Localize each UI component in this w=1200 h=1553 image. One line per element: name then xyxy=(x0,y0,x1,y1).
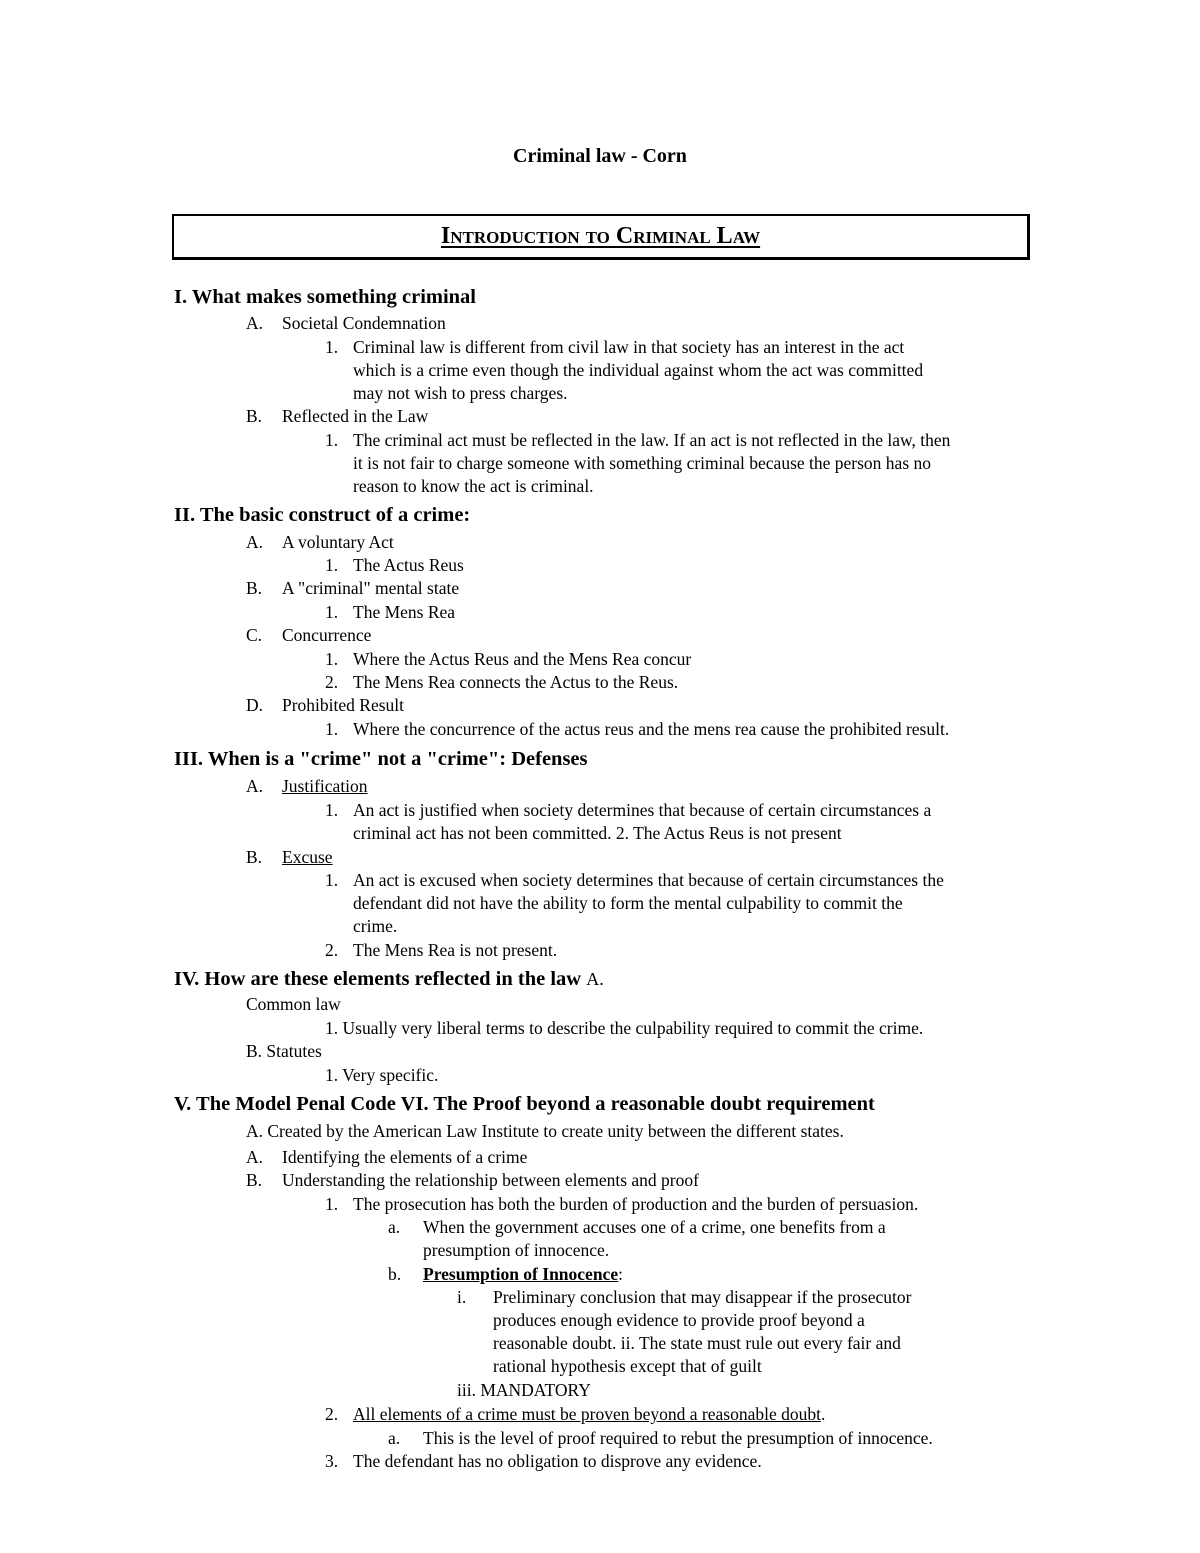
section-heading: I. What makes something criminal xyxy=(174,286,477,308)
list-marker: 2. xyxy=(325,672,339,692)
list-item xyxy=(423,1263,623,1285)
list-item: B. Statutes xyxy=(246,1041,322,1061)
list-item: Prohibited Result xyxy=(282,695,405,715)
list-item: A "criminal" mental state xyxy=(282,578,460,598)
list-item: The Actus Reus xyxy=(353,555,464,575)
list-item-line: defendant did not have the ability to form the mental culpability to commit the xyxy=(353,893,903,913)
list-item: The Mens Rea connects the Actus to the Reus. xyxy=(353,672,679,692)
list-item: 1. Very specific. xyxy=(325,1065,439,1085)
list-marker: i. xyxy=(457,1287,467,1307)
list-item xyxy=(353,1403,825,1425)
list-item-line: presumption of innocence. xyxy=(423,1240,610,1260)
list-marker: A. xyxy=(246,532,264,552)
list-item: Excuse xyxy=(282,847,333,867)
list-item-line: criminal act has not been committed. 2. The Actus Reus is not present xyxy=(353,823,842,843)
list-item-line: produces enough evidence to provide proof beyond a xyxy=(493,1310,865,1330)
list-marker: 1. xyxy=(325,337,339,357)
list-item-line: reasonable doubt. ii. The state must rule out every fair and xyxy=(493,1333,901,1353)
list-marker: 1. xyxy=(325,602,339,622)
list-item-line: it is not fair to charge someone with something criminal because the person has no xyxy=(353,453,932,473)
list-item: Societal Condemnation xyxy=(282,313,446,333)
list-marker: a. xyxy=(388,1428,401,1448)
list-item: Justification xyxy=(282,776,368,796)
list-marker: 2. xyxy=(325,940,339,960)
list-item: The defendant has no obligation to disprove any evidence. xyxy=(353,1451,762,1471)
list-item: Common law xyxy=(246,994,341,1014)
list-item-line: An act is justified when society determines that because of certain circumstances a xyxy=(353,800,932,820)
list-item-line: When the government accuses one of a crime, one benefits from a xyxy=(423,1217,886,1237)
list-item: The prosecution has both the burden of production and the burden of persuasion. xyxy=(353,1194,919,1214)
list-marker: a. xyxy=(388,1217,401,1237)
section-heading: II. The basic construct of a crime: xyxy=(174,504,471,526)
list-item: A. Created by the American Law Institute to create unity between the different states. xyxy=(246,1121,844,1141)
punctuation: : xyxy=(618,1264,623,1284)
list-item: Reflected in the Law xyxy=(282,406,429,426)
list-item: Concurrence xyxy=(282,625,372,645)
list-marker: D. xyxy=(246,695,264,715)
list-item: Where the Actus Reus and the Mens Rea concur xyxy=(353,649,692,669)
list-marker: B. xyxy=(246,578,263,598)
list-marker: A. xyxy=(246,313,264,333)
section-heading-text: IV. How are these elements reflected in the law xyxy=(174,968,582,990)
list-item: The Mens Rea xyxy=(353,602,456,622)
list-item-line: reason to know the act is criminal. xyxy=(353,476,594,496)
document-title: Criminal law - Corn xyxy=(513,145,687,167)
list-item: iii. MANDATORY xyxy=(457,1380,591,1400)
list-marker: A. xyxy=(246,1147,264,1167)
list-item: A voluntary Act xyxy=(282,532,394,552)
list-item-line: Criminal law is different from civil law in that society has an interest in the act xyxy=(353,337,905,357)
list-marker: 1. xyxy=(325,1194,339,1214)
list-marker: 1. xyxy=(325,800,339,820)
list-marker: 1. xyxy=(325,555,339,575)
list-marker: B. xyxy=(246,1170,263,1190)
emphasis-text: All elements of a crime must be proven beyond a reasonable doubt xyxy=(353,1404,821,1424)
list-item: 1. Usually very liberal terms to describe the culpability required to commit the crime. xyxy=(325,1018,924,1038)
list-item-line: Preliminary conclusion that may disappear if the prosecutor xyxy=(493,1287,912,1307)
section-heading xyxy=(174,966,604,992)
list-item: Identifying the elements of a crime xyxy=(282,1147,528,1167)
list-marker: C. xyxy=(246,625,263,645)
list-marker: A. xyxy=(246,776,264,796)
list-marker: 1. xyxy=(325,430,339,450)
section-heading: III. When is a "crime" not a "crime": Defenses xyxy=(174,748,588,770)
list-item-line: The criminal act must be reflected in the law. If an act is not reflected in the law, then xyxy=(353,430,951,450)
list-marker: B. xyxy=(246,406,263,426)
list-marker: A. xyxy=(586,969,604,989)
list-marker: 1. xyxy=(325,719,339,739)
list-item: The Mens Rea is not present. xyxy=(353,940,558,960)
chapter-heading-box xyxy=(172,214,1030,260)
punctuation: . xyxy=(820,1404,826,1424)
list-marker: 1. xyxy=(325,870,339,890)
list-item: This is the level of proof required to rebut the presumption of innocence. xyxy=(423,1428,933,1448)
list-item-line: crime. xyxy=(353,916,398,936)
section-heading: V. The Model Penal Code VI. The Proof beyond a reasonable doubt requirement xyxy=(174,1093,875,1115)
list-item-line: An act is excused when society determines that because of certain circumstances the xyxy=(353,870,944,890)
list-item: Understanding the relationship between elements and proof xyxy=(282,1170,699,1190)
emphasis-term: Presumption of Innocence xyxy=(423,1264,619,1284)
list-item-line: which is a crime even though the individual against whom the act was committed xyxy=(353,360,924,380)
list-marker: b. xyxy=(388,1264,402,1284)
list-marker: 2. xyxy=(325,1404,339,1424)
list-marker: 1. xyxy=(325,649,339,669)
list-marker: 3. xyxy=(325,1451,339,1471)
chapter-title: Introduction to Criminal Law xyxy=(440,223,761,249)
list-item-line: rational hypothesis except that of guilt xyxy=(493,1356,762,1376)
list-marker: B. xyxy=(246,847,263,867)
list-item-line: may not wish to press charges. xyxy=(353,383,568,403)
list-item: Where the concurrence of the actus reus and the mens rea cause the prohibited result. xyxy=(353,719,950,739)
